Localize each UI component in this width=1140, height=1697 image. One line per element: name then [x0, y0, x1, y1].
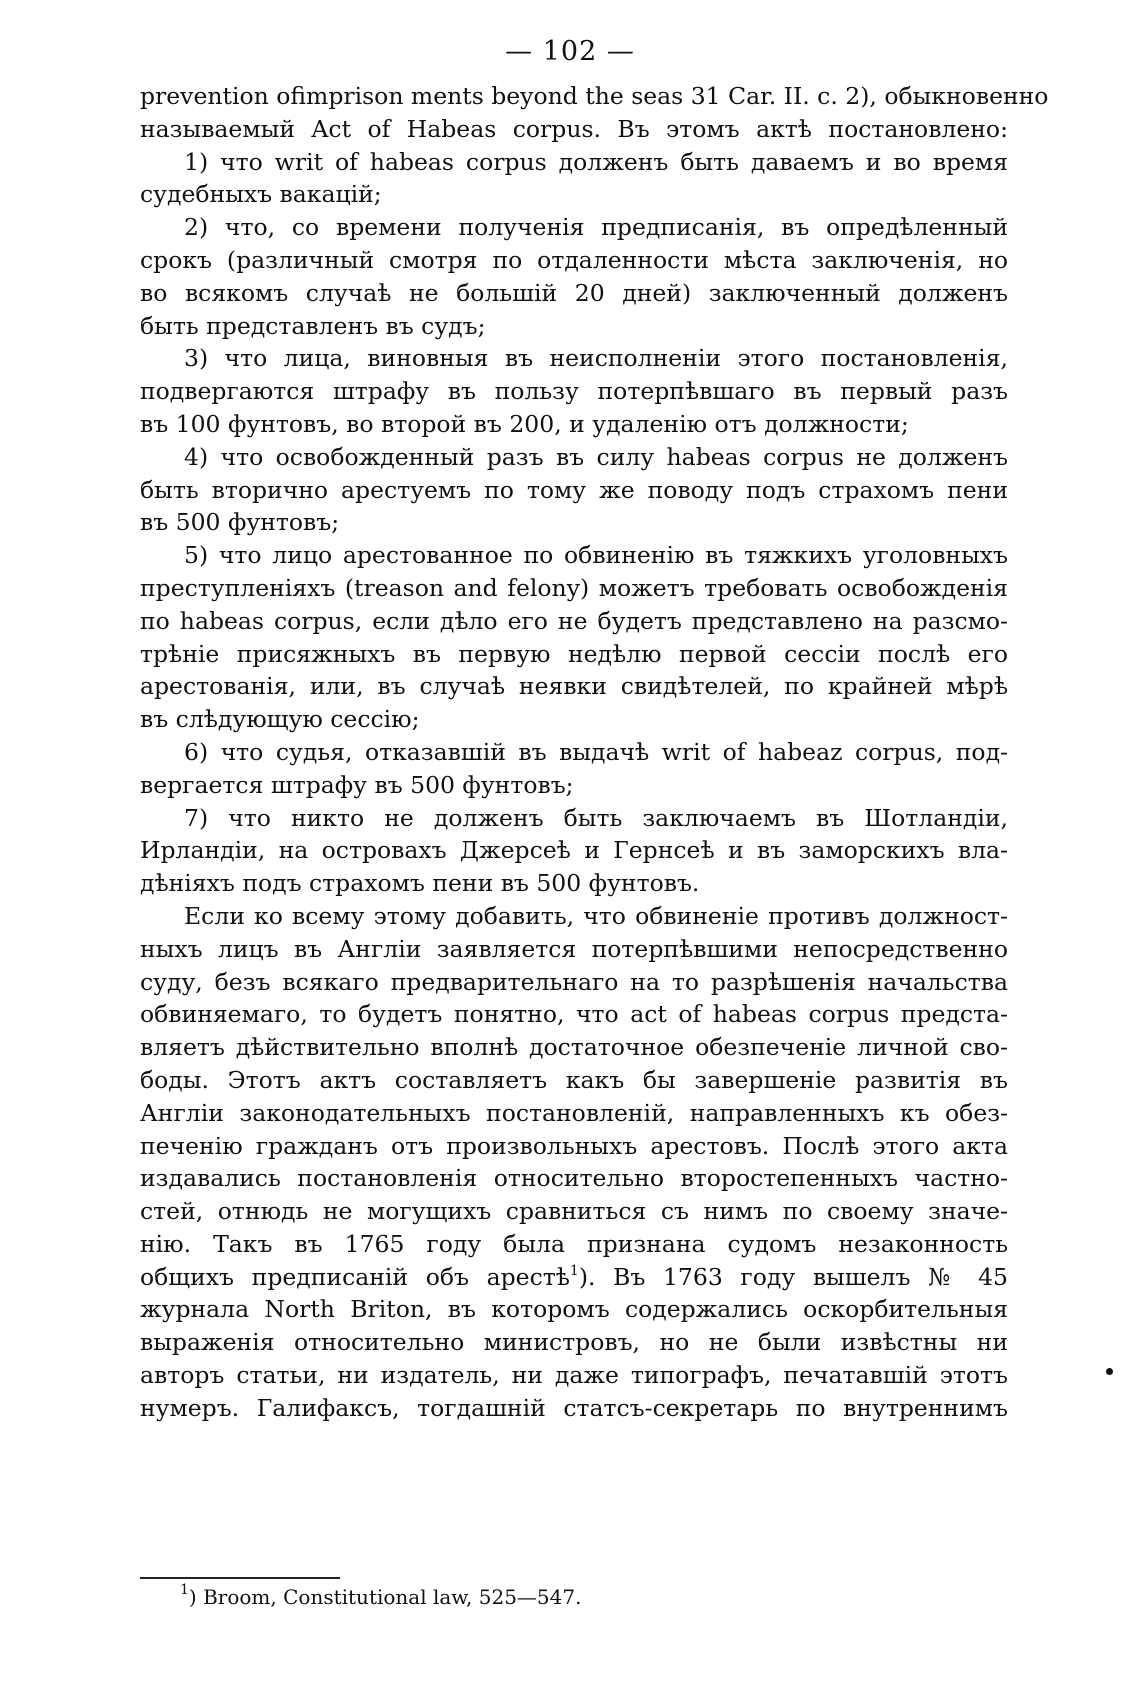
- line-text: 6) что судья, отказавшій въ выдачѣ writ of habeaz corpus, под-: [184, 737, 1008, 766]
- text-line: [140, 408, 1008, 441]
- text-line: [140, 670, 1008, 703]
- text-line: [140, 1359, 1008, 1392]
- text-line: [140, 211, 1008, 244]
- text-line: [140, 146, 1008, 179]
- text-line: [140, 572, 1008, 605]
- text-line: [140, 933, 1008, 966]
- text-line: [140, 1195, 1008, 1228]
- line-text: Если ко всему этому добавить, что обвиненіе противъ должност-: [184, 901, 1008, 930]
- line-text: Ирландіи, на островахъ Джерсеѣ и Гернсеѣ и въ заморскихъ вла-: [140, 836, 1008, 865]
- footnote-text: ) Broom, Constitutional law, 525—547.: [188, 1585, 582, 1609]
- line-text: общихъ предписаній объ арестѣ: [140, 1262, 570, 1291]
- text-line: [140, 1326, 1008, 1359]
- text-line: [140, 900, 1008, 933]
- margin-dot: [1106, 1368, 1113, 1375]
- line-text: въ 500 фунтовъ;: [140, 508, 340, 537]
- page-number: — 102 —: [505, 36, 635, 67]
- footnote-ref: 1: [569, 1262, 579, 1279]
- text-line: [140, 1261, 1008, 1294]
- text-line: [140, 1162, 1008, 1195]
- text-line: [140, 474, 1008, 507]
- text-line: [140, 1293, 1008, 1326]
- footnote: [180, 1583, 581, 1611]
- line-text: дѣніяхъ подъ страхомъ пени въ 500 фунтовъ.: [140, 869, 700, 898]
- line-text: судебныхъ вакацій;: [140, 180, 382, 209]
- line-text: трѣніе присяжныхъ въ первую недѣлю первой сессіи послѣ его: [140, 639, 1008, 668]
- text-line: [140, 605, 1008, 638]
- line-text: вляетъ дѣйствительно вполнѣ достаточное обезпеченіе личной сво-: [140, 1033, 1008, 1062]
- text-line: [140, 1392, 1008, 1425]
- line-text: обвиняемаго, то будетъ понятно, что act of habeas corpus предста-: [140, 1000, 1008, 1029]
- line-text: быть вторично арестуемъ по тому же поводу подъ страхомъ пени: [140, 475, 1008, 504]
- line-text: въ 100 фунтовъ, во второй въ 200, и удаленію отъ должности;: [140, 409, 909, 438]
- line-text: нумеръ. Галифаксъ, тогдашній статсъ-секретарь по внутреннимъ: [140, 1393, 1008, 1422]
- line-text: боды. Этотъ актъ составляетъ какъ бы завершеніе развитія въ: [140, 1065, 1008, 1094]
- line-text: во всякомъ случаѣ не большій 20 дней) заключенный долженъ: [140, 278, 1008, 307]
- text-line: [140, 638, 1008, 671]
- text-line: [140, 1228, 1008, 1261]
- line-text: 1) что writ of habeas corpus долженъ быть даваемъ и во время: [184, 147, 1008, 176]
- body-text: [140, 80, 1049, 1425]
- text-line: [140, 802, 1008, 835]
- line-text: prevention ofimprison ments beyond the seas 31 Car. II. c. 2), обыкновенно: [140, 82, 1049, 110]
- line-text: 2) что, со времени полученія предписанія, въ опредѣленный: [184, 213, 1008, 242]
- text-line: [140, 342, 1008, 375]
- text-line: [140, 539, 1008, 572]
- line-text: печенію гражданъ отъ произвольныхъ арестовъ. Послѣ этого акта: [140, 1131, 1008, 1160]
- text-line: [140, 375, 1008, 408]
- line-text: по habeas corpus, если дѣло его не будетъ представлено на разсмо-: [140, 606, 1008, 635]
- line-text: 3) что лица, виновныя въ неисполненіи этого постановленія,: [184, 344, 1008, 373]
- line-text: Англіи законодательныхъ постановленій, направленныхъ къ обез-: [140, 1098, 1008, 1127]
- line-text: стей, отнюдь не могущихъ сравниться съ нимъ по своему значе-: [140, 1197, 1008, 1226]
- text-line: [140, 1097, 1008, 1130]
- line-text: суду, безъ всякаго предварительнаго на то разрѣшенія начальства: [140, 967, 1008, 996]
- line-text: нію. Такъ въ 1765 году была признана судомъ незаконность: [140, 1229, 1008, 1258]
- line-text: подвергаются штрафу въ пользу потерпѣвшаго въ первый разъ: [140, 377, 1008, 406]
- text-line: [140, 867, 1008, 900]
- text-line: [140, 769, 1008, 802]
- line-text: называемый Act of Habeas corpus. Въ этомъ актѣ постановлено:: [140, 114, 1008, 143]
- text-line: [140, 834, 1008, 867]
- text-line: [140, 506, 1008, 539]
- text-line: [140, 736, 1008, 769]
- text-line: [140, 80, 1049, 113]
- text-line: [140, 277, 1008, 310]
- text-line: [140, 310, 1008, 343]
- footnote-rule: [140, 1577, 340, 1579]
- line-text: авторъ статьи, ни издатель, ни даже типографъ, печатавшій этотъ: [140, 1361, 1008, 1390]
- line-text: ныхъ лицъ въ Англіи заявляется потерпѣвшими непосредственно: [140, 934, 1008, 963]
- text-line: [140, 703, 1008, 736]
- line-text-after: ). Въ 1763 году вышелъ № 45: [578, 1262, 1008, 1291]
- text-line: [140, 1064, 1008, 1097]
- line-text: 4) что освобожденный разъ въ силу habeas corpus не долженъ: [184, 442, 1008, 471]
- footnote-mark: 1: [180, 1582, 189, 1598]
- line-text: журнала North Briton, въ которомъ содержались оскорбительныя: [140, 1295, 1008, 1324]
- text-line: [140, 998, 1008, 1031]
- line-text: выраженія относительно министровъ, но не были извѣстны ни: [140, 1328, 1008, 1357]
- line-text: преступленіяхъ (treason and felony) можетъ требовать освобожденія: [140, 573, 1008, 602]
- line-text: 7) что никто не долженъ быть заключаемъ въ Шотландіи,: [184, 803, 1008, 832]
- text-line: [140, 1031, 1008, 1064]
- text-line: [140, 966, 1008, 999]
- text-line: [140, 441, 1008, 474]
- line-text: въ слѣдующую сессію;: [140, 705, 420, 734]
- line-text: вергается штрафу въ 500 фунтовъ;: [140, 770, 574, 799]
- line-text: арестованія, или, въ случаѣ неявки свидѣтелей, по крайней мѣрѣ: [140, 672, 1008, 701]
- line-text: срокъ (различный смотря по отдаленности мѣста заключенія, но: [140, 245, 1008, 274]
- text-line: [140, 244, 1008, 277]
- line-text: 5) что лицо арестованное по обвиненію въ тяжкихъ уголовныхъ: [184, 541, 1008, 570]
- text-line: [140, 1130, 1008, 1163]
- text-line: [140, 113, 1008, 146]
- line-text: издавались постановленія относительно второстепенныхъ частно-: [140, 1164, 1008, 1193]
- line-text: быть представленъ въ судъ;: [140, 311, 486, 340]
- text-line: [140, 178, 1008, 211]
